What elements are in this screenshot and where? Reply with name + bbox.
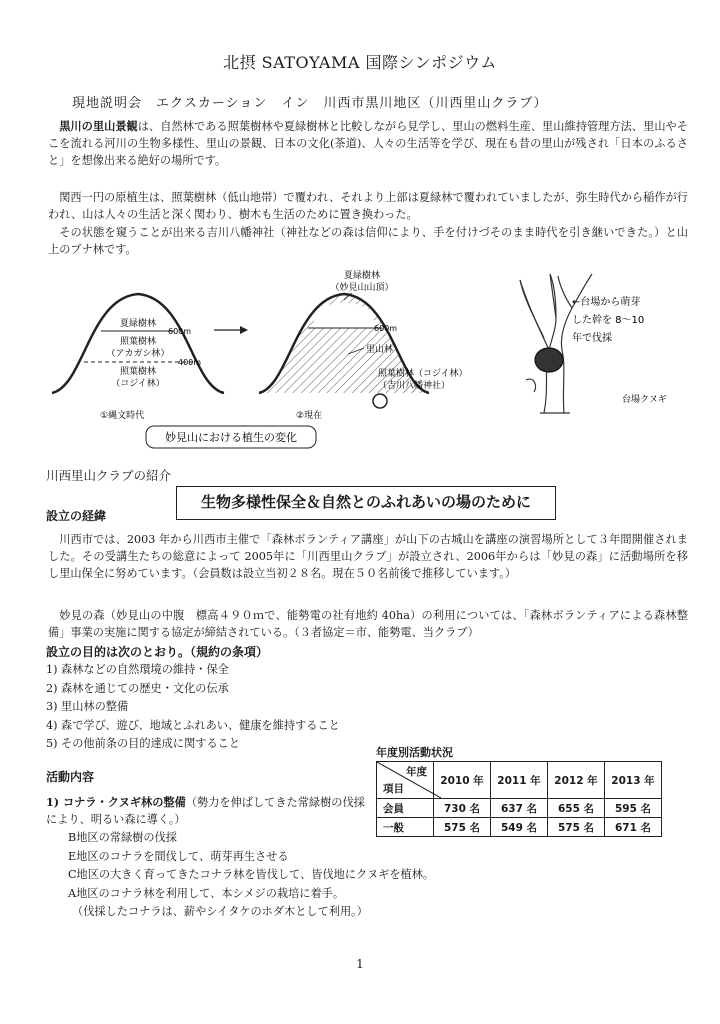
list-item: E地区のコナラを間伐して、萌芽再生させる	[68, 849, 289, 863]
year-header: 2010 年	[434, 762, 491, 799]
tree-caption: 台場クヌギ	[622, 395, 667, 405]
list-item: 1) 森林などの自然環境の維持・保全	[46, 663, 229, 676]
tree-note-2: した幹を 8～10	[572, 315, 645, 326]
intro-lead-bold: 黒川の里山景観	[59, 119, 138, 133]
table-cell: 671 名	[605, 818, 662, 837]
activity-item-1-rest: （勢力を伸ばしてきた常緑樹の伐採により、明るい森に導く。）	[46, 796, 365, 826]
label-teri1-sub-left: （アカガシ林）	[106, 349, 170, 359]
intro-paragraph-3: その状態を窺うことが出来る吉川八幡神社（神社などの森は信仰により、手を付けづそのまま時代を引き継いできた。）と山上のブナ林です。	[48, 226, 688, 256]
activity-note: （伐採したコナラは、薪やシイタケのホダ木として利用。）	[72, 905, 368, 918]
activities-heading: 活動内容	[46, 770, 95, 784]
list-item: 4) 森で学び、遊び、地域とふれあい、健康を維持すること	[46, 718, 340, 732]
label-600m-right: 600m	[374, 324, 398, 333]
label-teri1-left: 照葉樹林	[119, 337, 157, 347]
label-400m-left: 400m	[178, 358, 202, 367]
label-600m-left: 600m	[168, 327, 192, 336]
table-header-row	[377, 762, 662, 799]
list-item: 3) 里山林の整備	[46, 700, 129, 713]
vegetation-change-diagram	[44, 268, 684, 453]
activity-item-1	[46, 794, 366, 828]
caption-present: ②現在	[296, 411, 323, 421]
table-cell: 549 名	[491, 818, 548, 837]
intro-lead-rest: は、自然林である照葉樹林や夏緑樹林と比較しながら見学し、里山の燃料生産、里山維持管理方法、里山やそこを流れる河川の生物多様性、里山の景観、日本の文化(茶道)、人々の生活等を学び、現在も昔の里山が残され「日本のふるさと」を想像出来る絶好の場所です。	[48, 120, 688, 167]
year-header: 2011 年	[491, 762, 548, 799]
list-item: C地区の大きく育ってきたコナラ林を皆伐して、皆伐地にクヌギを植林。	[68, 868, 435, 881]
purpose-heading: 設立の目的は次のとおり。（規約の条項）	[46, 645, 269, 659]
corner-item-label: 項目	[383, 783, 404, 795]
row-label: 会員	[377, 799, 434, 818]
table-cell: 575 名	[434, 818, 491, 837]
activity-item-1-bold: 1) コナラ・クヌギ林の整備	[46, 795, 186, 809]
table-row	[377, 799, 662, 818]
label-teri-right: 照葉樹林（コジイ林）	[378, 369, 468, 379]
label-satoyama-right: 里山林	[366, 345, 394, 355]
activity-table	[376, 761, 662, 837]
purpose-list	[46, 661, 340, 754]
table-cell: 655 名	[548, 799, 605, 818]
list-item: B地区の常緑樹の伐採	[68, 831, 177, 844]
label-teri-sub-right: （吉川八幡神社）	[378, 381, 451, 391]
table-cell: 595 名	[605, 799, 662, 818]
year-header: 2013 年	[605, 762, 662, 799]
history-heading: 設立の経緯	[46, 509, 107, 523]
page-title: 北摂 SATOYAMA 国際シンポジウム	[223, 53, 497, 72]
tree-note-3: 年で伐採	[572, 333, 612, 344]
table-cell: 637 名	[491, 799, 548, 818]
history-paragraph-1: 川西市では、2003 年から川西市主催で「森林ボランティア講座」が山下の古城山を講座の演習場所として３年間開催されました。その受講生たちの総意によって 2005年に「川西里山クラブ」が設立され、2006年からは「妙見の森」に活動場所を移し里山保全に努めています。（会員数は設立当初２８名。現在５０名前後で推移しています。）	[48, 533, 688, 580]
year-header: 2012 年	[548, 762, 605, 799]
list-item: 5) その他前条の目的達成に関すること	[46, 737, 241, 750]
label-top-sub-right: （妙見山山頂）	[330, 283, 394, 293]
slogan-box: 生物多様性保全＆自然とのふれあいの場のために	[176, 486, 556, 520]
activity-subitems	[68, 829, 434, 922]
intro-paragraph-2: 関西一円の原植生は、照葉樹林（低山地帯）で覆われ、それより上部は夏緑林で覆われていましたが、弥生時代から稲作が行われ、山は人々の生活と深く関わり、樹木も生活のために置き換わった。	[48, 191, 688, 221]
corner-year-label: 年度	[406, 766, 427, 778]
caption-vegetation-change: 妙見山における植生の変化	[165, 431, 297, 444]
table-corner-cell	[377, 762, 434, 799]
label-teri2-left: 照葉樹林	[119, 367, 157, 377]
table-cell: 575 名	[548, 818, 605, 837]
list-item: A地区のコナラ林を利用して、本シメジの栽培に着手。	[68, 886, 345, 900]
arrow-head-icon	[240, 326, 248, 334]
history-paragraph-2: 妙見の森（妙見山の中腹 標高４９０ｍで、能勢電の社有地約 40ha）の利用については、「森林ボランティアによる森林整備」事業の実施に関する協定が締結されている。（３者協定＝市、能勢電、当クラブ）	[48, 609, 688, 639]
label-natsu-left: 夏緑樹林	[119, 319, 157, 329]
page-subtitle: 現地説明会 エクスカーション イン 川西市黒川地区（川西里山クラブ）	[72, 96, 548, 111]
activity-table-title: 年度別活動状況	[376, 746, 453, 759]
intro-paragraph-1	[48, 118, 688, 169]
label-top-right: 夏緑樹林	[343, 271, 381, 281]
row-label: 一般	[377, 818, 434, 837]
tree-note-1: ←台場から萌芽	[572, 297, 641, 308]
shrine-forest-circle	[373, 394, 387, 408]
club-heading: 川西里山クラブの紹介	[46, 468, 172, 483]
page-number: 1	[356, 957, 364, 971]
caption-jomon: ①縄文時代	[100, 411, 145, 421]
table-cell: 730 名	[434, 799, 491, 818]
list-item: 2) 森林を通じての歴史・文化の伝承	[46, 681, 229, 695]
label-teri2-sub-left: （コジイ林）	[111, 379, 165, 389]
